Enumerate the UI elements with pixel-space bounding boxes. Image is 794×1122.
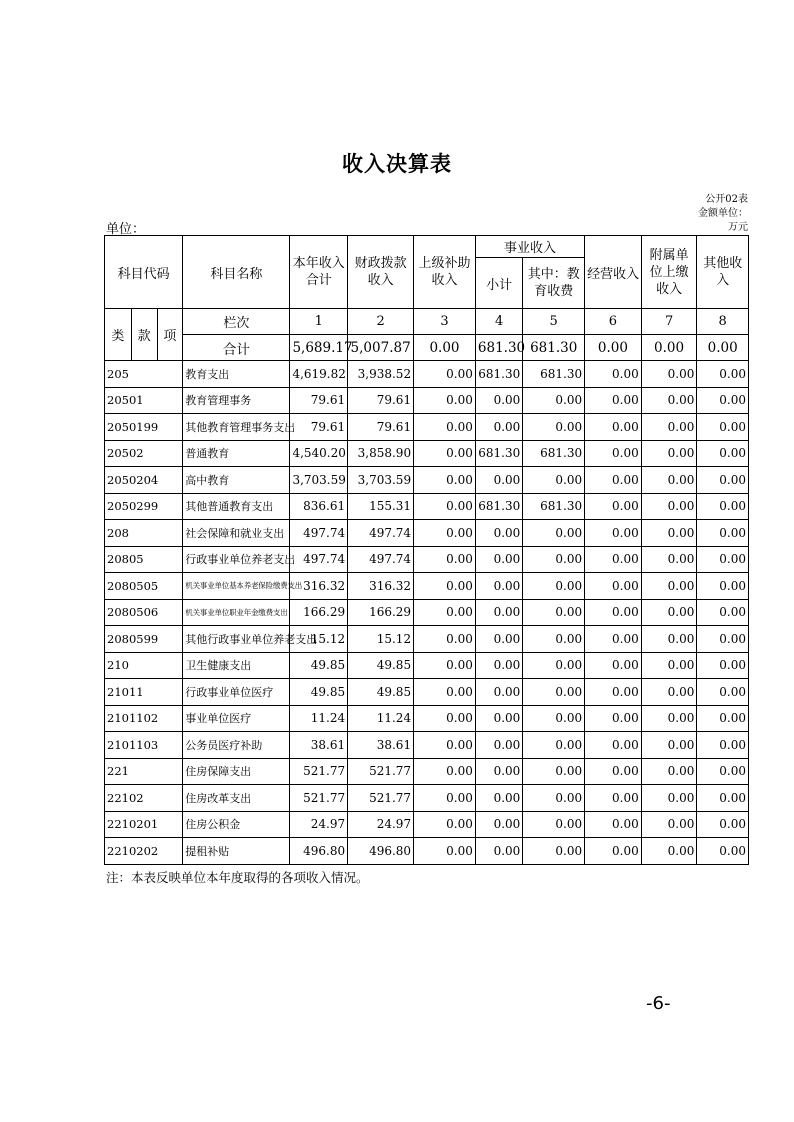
row-name: 行政事业单位医疗	[183, 679, 290, 706]
header-tuition: 其中：教育收费	[523, 258, 585, 309]
row-value: 0.00	[475, 546, 522, 573]
row-name: 行政事业单位养老支出	[183, 546, 290, 573]
row-name: 机关事业单位基本养老保险缴费支出	[183, 573, 290, 600]
row-value: 0.00	[585, 520, 642, 547]
col-number-4: 4	[475, 309, 522, 335]
total-label: 合计	[183, 335, 290, 361]
row-value: 24.97	[290, 811, 348, 838]
row-value: 0.00	[414, 493, 476, 520]
header-affiliated: 附属单位上缴收入	[641, 236, 697, 309]
row-name: 住房公积金	[183, 811, 290, 838]
row-code: 2210201	[105, 811, 183, 838]
row-value: 0.00	[585, 652, 642, 679]
col-number-3: 3	[414, 309, 476, 335]
row-value: 0.00	[697, 785, 749, 812]
row-name: 教育管理事务	[183, 387, 290, 414]
row-code: 21011	[105, 679, 183, 706]
table-row	[105, 679, 749, 706]
row-value: 49.85	[348, 652, 414, 679]
row-code: 2050204	[105, 467, 183, 494]
row-name: 高中教育	[183, 467, 290, 494]
table-row	[105, 626, 749, 653]
table-row	[105, 546, 749, 573]
row-value: 681.30	[523, 440, 585, 467]
row-value: 3,858.90	[348, 440, 414, 467]
row-value: 0.00	[641, 838, 697, 865]
row-value: 0.00	[641, 599, 697, 626]
row-value: 0.00	[585, 626, 642, 653]
row-value: 0.00	[414, 599, 476, 626]
row-value: 0.00	[697, 626, 749, 653]
row-value: 0.00	[414, 652, 476, 679]
row-value: 15.12	[348, 626, 414, 653]
row-value: 521.77	[290, 785, 348, 812]
row-value: 0.00	[523, 811, 585, 838]
row-value: 0.00	[414, 811, 476, 838]
header-xiang: 项	[157, 309, 183, 361]
row-value: 836.61	[290, 493, 348, 520]
table-row	[105, 758, 749, 785]
row-value: 0.00	[585, 785, 642, 812]
row-value: 497.74	[348, 546, 414, 573]
row-value: 0.00	[697, 652, 749, 679]
row-value: 3,703.59	[348, 467, 414, 494]
col-number-6: 6	[585, 309, 642, 335]
form-number: 公开02表	[705, 194, 748, 205]
amount-unit: 万元	[728, 222, 748, 233]
table-row	[105, 361, 749, 388]
row-value: 15.12	[290, 626, 348, 653]
row-value: 0.00	[585, 387, 642, 414]
row-value: 0.00	[585, 546, 642, 573]
header-subtotal: 小计	[475, 258, 522, 309]
row-value: 0.00	[414, 414, 476, 441]
row-value: 0.00	[697, 414, 749, 441]
row-value: 0.00	[414, 546, 476, 573]
row-value: 3,938.52	[348, 361, 414, 388]
row-value: 0.00	[475, 599, 522, 626]
row-value: 0.00	[523, 626, 585, 653]
row-value: 0.00	[641, 626, 697, 653]
row-value: 0.00	[697, 387, 749, 414]
row-value: 38.61	[290, 732, 348, 759]
table-row	[105, 838, 749, 865]
row-value: 0.00	[585, 573, 642, 600]
header-lei: 类	[105, 309, 132, 361]
row-value: 681.30	[523, 493, 585, 520]
row-value: 0.00	[697, 573, 749, 600]
row-value: 0.00	[697, 679, 749, 706]
unit-label: 单位：	[106, 222, 146, 237]
total-value: 0.00	[585, 335, 642, 361]
row-code: 2210202	[105, 838, 183, 865]
row-value: 497.74	[348, 520, 414, 547]
row-code: 2101103	[105, 732, 183, 759]
row-value: 521.77	[290, 758, 348, 785]
row-value: 0.00	[414, 361, 476, 388]
row-value: 0.00	[475, 758, 522, 785]
col-number-7: 7	[641, 309, 697, 335]
row-code: 22102	[105, 785, 183, 812]
row-value: 681.30	[475, 493, 522, 520]
row-value: 0.00	[523, 652, 585, 679]
row-value: 166.29	[348, 599, 414, 626]
row-value: 0.00	[523, 414, 585, 441]
row-value: 0.00	[697, 546, 749, 573]
row-value: 316.32	[290, 573, 348, 600]
row-value: 79.61	[290, 414, 348, 441]
row-value: 49.85	[290, 652, 348, 679]
total-value: 0.00	[641, 335, 697, 361]
row-value: 0.00	[414, 626, 476, 653]
row-value: 0.00	[523, 573, 585, 600]
col-number-5: 5	[523, 309, 585, 335]
row-value: 0.00	[523, 387, 585, 414]
row-code: 20805	[105, 546, 183, 573]
header-code: 科目代码	[105, 236, 183, 309]
row-value: 0.00	[475, 520, 522, 547]
header-fiscal: 财政拨款收入	[348, 236, 414, 309]
row-value: 496.80	[290, 838, 348, 865]
row-name: 事业单位医疗	[183, 705, 290, 732]
row-value: 79.61	[348, 414, 414, 441]
row-value: 0.00	[697, 838, 749, 865]
row-value: 0.00	[641, 493, 697, 520]
row-value: 0.00	[697, 758, 749, 785]
row-value: 0.00	[475, 705, 522, 732]
row-value: 0.00	[475, 467, 522, 494]
row-value: 0.00	[585, 758, 642, 785]
header-total: 本年收入合计	[290, 236, 348, 309]
row-value: 0.00	[523, 599, 585, 626]
row-value: 0.00	[697, 520, 749, 547]
row-value: 0.00	[414, 679, 476, 706]
row-name: 其他行政事业单位养老支出	[183, 626, 290, 653]
table-row	[105, 387, 749, 414]
row-value: 24.97	[348, 811, 414, 838]
row-value: 0.00	[641, 679, 697, 706]
total-value: 681.30	[475, 335, 522, 361]
row-value: 3,703.59	[290, 467, 348, 494]
row-value: 497.74	[290, 520, 348, 547]
row-name: 教育支出	[183, 361, 290, 388]
row-value: 0.00	[641, 573, 697, 600]
header-lanci: 栏次	[183, 309, 290, 335]
amount-unit-label: 金额单位：	[698, 208, 748, 219]
table-row	[105, 785, 749, 812]
row-value: 496.80	[348, 838, 414, 865]
row-name: 普通教育	[183, 440, 290, 467]
row-code: 210	[105, 652, 183, 679]
row-value: 0.00	[414, 838, 476, 865]
row-value: 0.00	[585, 440, 642, 467]
row-value: 0.00	[585, 467, 642, 494]
table-row	[105, 652, 749, 679]
row-value: 0.00	[523, 467, 585, 494]
row-value: 681.30	[523, 361, 585, 388]
header-business: 事业收入	[475, 236, 584, 258]
row-value: 0.00	[585, 493, 642, 520]
row-value: 0.00	[414, 520, 476, 547]
row-value: 0.00	[641, 758, 697, 785]
row-value: 0.00	[641, 440, 697, 467]
row-value: 0.00	[641, 520, 697, 547]
row-value: 0.00	[641, 652, 697, 679]
row-value: 0.00	[475, 414, 522, 441]
table-row	[105, 493, 749, 520]
row-value: 0.00	[641, 785, 697, 812]
row-value: 0.00	[523, 758, 585, 785]
row-value: 11.24	[348, 705, 414, 732]
row-value: 0.00	[585, 811, 642, 838]
row-value: 316.32	[348, 573, 414, 600]
total-value: 5,007.87	[348, 335, 414, 361]
row-value: 0.00	[414, 705, 476, 732]
row-value: 0.00	[523, 546, 585, 573]
row-value: 521.77	[348, 785, 414, 812]
row-value: 79.61	[348, 387, 414, 414]
row-value: 0.00	[641, 467, 697, 494]
row-name: 提租补贴	[183, 838, 290, 865]
row-value: 0.00	[523, 732, 585, 759]
row-value: 0.00	[585, 599, 642, 626]
row-name: 机关事业单位职业年金缴费支出	[183, 599, 290, 626]
row-value: 0.00	[475, 573, 522, 600]
row-value: 0.00	[641, 546, 697, 573]
row-value: 0.00	[475, 838, 522, 865]
table-body	[105, 361, 749, 865]
row-code: 205	[105, 361, 183, 388]
page-number: -6-	[646, 993, 671, 1014]
row-name: 其他教育管理事务支出	[183, 414, 290, 441]
table-row	[105, 414, 749, 441]
total-value: 0.00	[697, 335, 749, 361]
row-name: 公务员医疗补助	[183, 732, 290, 759]
row-value: 49.85	[290, 679, 348, 706]
row-value: 0.00	[641, 705, 697, 732]
total-value: 5,689.17	[290, 335, 348, 361]
row-value: 49.85	[348, 679, 414, 706]
header-kuan: 款	[131, 309, 157, 361]
row-code: 208	[105, 520, 183, 547]
table-row	[105, 732, 749, 759]
row-value: 0.00	[585, 679, 642, 706]
row-value: 38.61	[348, 732, 414, 759]
header-name: 科目名称	[183, 236, 290, 309]
header-other: 其他收入	[697, 236, 749, 309]
total-value: 681.30	[523, 335, 585, 361]
row-value: 0.00	[641, 387, 697, 414]
row-value: 681.30	[475, 361, 522, 388]
row-value: 681.30	[475, 440, 522, 467]
row-value: 4,619.82	[290, 361, 348, 388]
row-name: 住房改革支出	[183, 785, 290, 812]
row-value: 497.74	[290, 546, 348, 573]
row-code: 2080599	[105, 626, 183, 653]
row-name: 其他普通教育支出	[183, 493, 290, 520]
row-value: 0.00	[585, 838, 642, 865]
row-value: 0.00	[475, 732, 522, 759]
row-value: 11.24	[290, 705, 348, 732]
row-code: 2050199	[105, 414, 183, 441]
row-value: 0.00	[475, 679, 522, 706]
row-value: 0.00	[641, 732, 697, 759]
row-value: 0.00	[585, 361, 642, 388]
row-code: 20502	[105, 440, 183, 467]
row-value: 0.00	[523, 785, 585, 812]
row-value: 166.29	[290, 599, 348, 626]
row-value: 79.61	[290, 387, 348, 414]
row-value: 0.00	[523, 679, 585, 706]
row-value: 0.00	[697, 705, 749, 732]
row-code: 2101102	[105, 705, 183, 732]
row-value: 0.00	[523, 705, 585, 732]
row-value: 0.00	[414, 387, 476, 414]
row-value: 0.00	[641, 414, 697, 441]
row-value: 0.00	[697, 811, 749, 838]
header-operating: 经营收入	[585, 236, 642, 309]
table-row	[105, 705, 749, 732]
table-row	[105, 467, 749, 494]
row-code: 2080506	[105, 599, 183, 626]
row-value: 0.00	[523, 520, 585, 547]
table-row	[105, 599, 749, 626]
table-row	[105, 573, 749, 600]
row-name: 社会保障和就业支出	[183, 520, 290, 547]
col-number-2: 2	[348, 309, 414, 335]
row-value: 521.77	[348, 758, 414, 785]
row-value: 0.00	[414, 573, 476, 600]
row-value: 0.00	[414, 732, 476, 759]
income-table	[104, 235, 749, 865]
row-value: 155.31	[348, 493, 414, 520]
row-value: 0.00	[414, 467, 476, 494]
row-name: 卫生健康支出	[183, 652, 290, 679]
row-value: 0.00	[475, 785, 522, 812]
row-value: 0.00	[697, 467, 749, 494]
row-value: 0.00	[585, 732, 642, 759]
row-value: 0.00	[585, 705, 642, 732]
row-value: 0.00	[475, 652, 522, 679]
row-value: 0.00	[475, 387, 522, 414]
row-value: 0.00	[697, 361, 749, 388]
table-row	[105, 520, 749, 547]
row-value: 0.00	[414, 758, 476, 785]
total-value: 0.00	[414, 335, 476, 361]
row-value: 0.00	[414, 785, 476, 812]
row-value: 0.00	[585, 414, 642, 441]
row-name: 住房保障支出	[183, 758, 290, 785]
row-value: 0.00	[697, 493, 749, 520]
row-value: 0.00	[697, 440, 749, 467]
row-value: 0.00	[475, 626, 522, 653]
row-value: 0.00	[641, 811, 697, 838]
row-value: 0.00	[475, 811, 522, 838]
table-row	[105, 811, 749, 838]
page-title: 收入决算表	[342, 152, 452, 176]
header-superior: 上级补助收入	[414, 236, 476, 309]
row-value: 0.00	[641, 361, 697, 388]
row-code: 221	[105, 758, 183, 785]
row-code: 20501	[105, 387, 183, 414]
row-value: 0.00	[697, 732, 749, 759]
col-number-1: 1	[290, 309, 348, 335]
row-code: 2050299	[105, 493, 183, 520]
row-code: 2080505	[105, 573, 183, 600]
table-note: 注：本表反映单位本年度取得的各项收入情况。	[106, 870, 369, 885]
col-number-8: 8	[697, 309, 749, 335]
row-value: 0.00	[414, 440, 476, 467]
row-value: 4,540.20	[290, 440, 348, 467]
row-value: 0.00	[523, 838, 585, 865]
row-value: 0.00	[697, 599, 749, 626]
table-row	[105, 440, 749, 467]
